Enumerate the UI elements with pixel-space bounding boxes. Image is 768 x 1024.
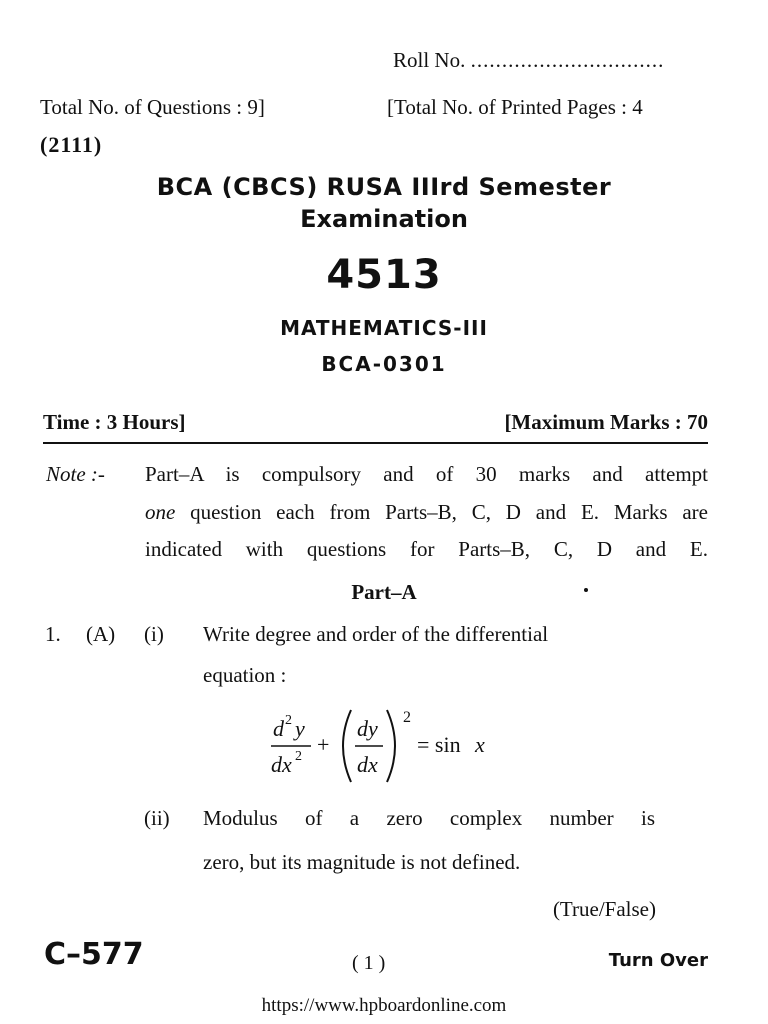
roll-dots: ............................... [470,48,665,72]
eq-dy: dy [357,716,378,741]
eq-plus: + [317,732,330,757]
eq-sup-2-denominator: 2 [295,749,302,764]
max-marks-label: [Maximum Marks : 70 [504,410,708,434]
source-url: https://www.hpboardonline.com [261,995,507,1016]
eq-y: y [295,716,305,741]
turn-over-label: Turn Over [608,950,708,971]
eq-outer-sup: 2 [403,709,411,726]
footer-code: C–577 [44,937,144,972]
roll-label: Roll No. [393,48,466,72]
time-label: Time : 3 Hours] [43,410,186,434]
eq-rhs: = sin [417,732,461,757]
roll-number-field [393,48,664,73]
paper-code: (2111) [40,132,103,157]
sub-question-ii-label: (ii) [144,806,170,830]
eq-dx: dx [357,752,378,777]
exam-title-line2: Examination [300,205,468,233]
page-number: ( 1 ) [352,952,386,974]
total-questions: Total No. of Questions : 9] [40,95,265,119]
stray-dot [584,588,588,592]
paper-number: 4513 [326,252,442,298]
eq-x: x [475,732,485,757]
total-pages: [Total No. of Printed Pages : 4 [387,95,643,119]
question-letter: (A) [86,622,116,646]
eq-dx-denominator: dx [271,752,292,777]
eq-left-paren [343,710,351,782]
note-line-2 [145,500,708,525]
sub-question-i-line-2: equation : [203,663,287,687]
subject-title: MATHEMATICS-III [280,316,488,340]
eq-d-numerator: d [273,716,284,741]
note-line-2-rest: question each from Parts–B, C, D and E. Marks are [175,500,708,524]
sub-question-i-line-1: Write degree and order of the differential [203,622,549,646]
exam-title-line1: BCA (CBCS) RUSA IIIrd Semester [156,173,612,201]
part-a-heading: Part–A [351,580,417,604]
note-label: Note :- [46,462,105,486]
sub-question-ii-line-1: Modulus of a zero complex number is [203,806,655,830]
differential-equation [255,700,515,790]
note-line-1: Part–A is compulsory and of 30 marks and attempt [145,462,708,486]
eq-sup-2-numerator: 2 [285,713,292,728]
note-line-3: indicated with questions for Parts–B, C, D and E. [145,537,708,561]
sub-question-i-label: (i) [144,622,164,646]
note-emphasis: one [145,500,176,524]
sub-question-ii-line-2: zero, but its magnitude is not defined. [203,850,521,874]
eq-right-paren [387,710,395,782]
header-divider [43,442,708,444]
answer-type: (True/False) [552,897,656,921]
question-number: 1. [45,622,61,646]
subject-code: BCA-0301 [321,352,447,376]
